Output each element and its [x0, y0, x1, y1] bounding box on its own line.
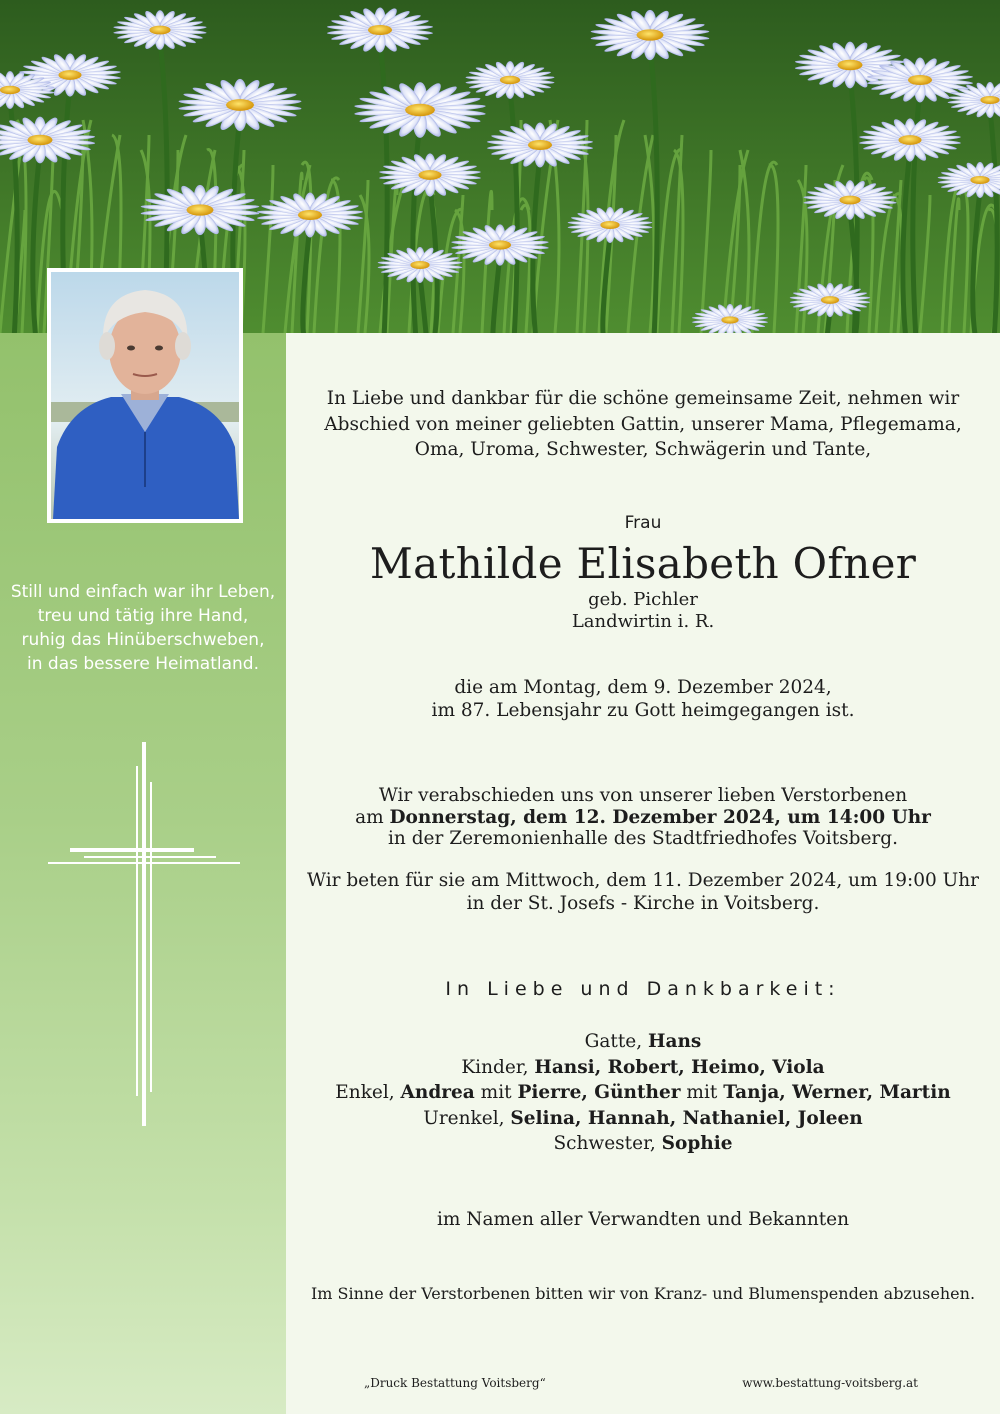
family-great-grandchildren — [286, 1106, 1000, 1132]
family-label: Schwester, — [553, 1133, 662, 1154]
farewell-line: Wir verabschieden uns von unserer lieben Verstorbenen — [378, 785, 908, 806]
thanks-heading: In Liebe und Dankbarkeit: — [445, 978, 841, 1000]
family-list — [286, 1029, 1000, 1157]
intro-paragraph — [286, 386, 1000, 463]
poem-line: Still und einfach war ihr Leben, — [10, 582, 276, 602]
honorific: Frau — [624, 513, 662, 533]
family-label: Enkel, — [335, 1082, 401, 1103]
funeral-service — [286, 785, 1000, 850]
family-names: Hansi, Robert, Heimo, Viola — [534, 1056, 825, 1078]
portrait-photo — [47, 268, 243, 523]
family-names: Andrea — [400, 1082, 475, 1103]
website-link[interactable]: www.bestattung-voitsberg.at — [742, 1376, 918, 1390]
farewell-prefix: am — [355, 806, 390, 828]
birth-name: geb. Pichler — [588, 589, 698, 610]
intro-line: Oma, Uroma, Schwester, Schwägerin und Tante, — [414, 439, 872, 460]
deceased-name: Mathilde Elisabeth Ofner — [369, 539, 917, 588]
poem-line: in das bessere Heimatland. — [27, 654, 259, 674]
birth-details — [286, 589, 1000, 633]
family-husband — [286, 1029, 1000, 1055]
death-line: im 87. Lebensjahr zu Gott heimgegangen ist. — [431, 700, 855, 721]
farewell-location: in der Zeremonienhalle des Stadtfriedhofes Voitsberg. — [387, 828, 898, 849]
family-names: Tanja, Werner, Martin — [723, 1082, 951, 1103]
donation-request: Im Sinne der Verstorbenen bitten wir von Kranz- und Blumenspenden abzusehen. — [310, 1284, 976, 1303]
family-sister — [286, 1131, 1000, 1157]
printer-credit: „Druck Bestattung Voitsberg“ — [364, 1376, 546, 1390]
death-line: die am Montag, dem 9. Dezember 2024, — [454, 677, 832, 698]
intro-line: In Liebe und dankbar für die schöne gemeinsame Zeit, nehmen wir — [326, 388, 960, 409]
family-names: Selina, Hannah, Nathaniel, Joleen — [510, 1107, 863, 1129]
family-names: Sophie — [661, 1133, 733, 1154]
family-label: Kinder, — [461, 1056, 535, 1078]
obituary-text — [286, 333, 1000, 1414]
occupation: Landwirtin i. R. — [571, 611, 715, 632]
death-notice — [286, 676, 1000, 722]
family-connector: mit — [680, 1082, 724, 1103]
funeral-datetime: Donnerstag, dem 12. Dezember 2024, um 14:00 Uhr — [389, 806, 931, 828]
poem-line: ruhig das Hinüberschweben, — [21, 630, 265, 650]
family-children — [286, 1055, 1000, 1081]
farewell-date-line — [286, 807, 1000, 829]
cross-icon — [48, 742, 242, 1126]
family-connector: mit — [474, 1082, 518, 1103]
family-label: Gatte, — [584, 1031, 649, 1052]
family-grandchildren — [286, 1080, 1000, 1106]
family-names: Pierre, Günther — [517, 1082, 681, 1103]
prayer-line: in der St. Josefs - Kirche in Voitsberg. — [466, 892, 820, 914]
prayer-line: Wir beten für sie am Mittwoch, dem 11. Dezember 2024, um 19:00 Uhr — [307, 870, 979, 891]
intro-line: Abschied von meiner geliebten Gattin, unserer Mama, Pflegemama, — [324, 413, 962, 435]
prayer-service — [286, 870, 1000, 915]
family-names: Hans — [648, 1031, 702, 1052]
family-label: Urenkel, — [423, 1107, 511, 1129]
poem-block — [0, 580, 286, 676]
poem-line: treu und tätig ihre Hand, — [37, 606, 249, 626]
relatives-line: im Namen aller Verwandten und Bekannten — [436, 1209, 850, 1230]
